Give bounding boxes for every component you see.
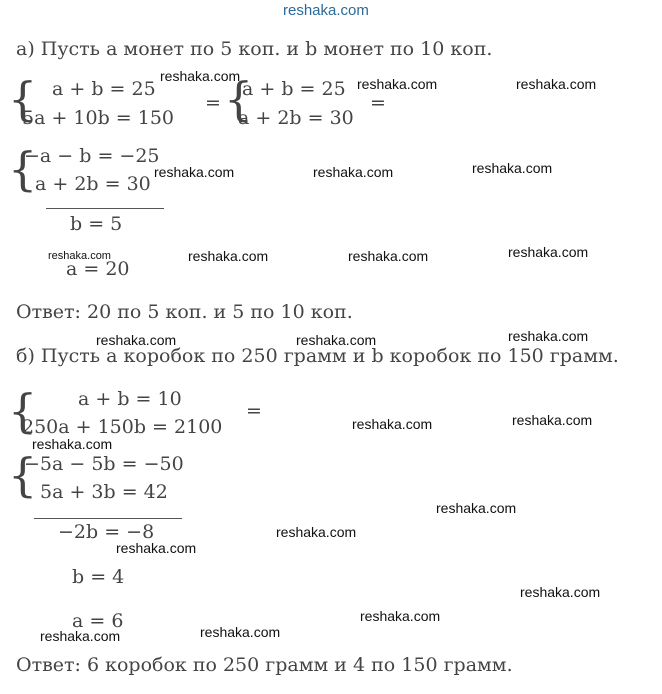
part-a-answer: Ответ: 20 по 5 коп. и 5 по 10 коп. — [16, 301, 353, 323]
part-b-sys2-eq2: 5a + 3b = 42 — [40, 481, 168, 503]
part-b-sum: −2b = −8 — [58, 521, 155, 543]
sum-rule-a — [46, 208, 164, 209]
watermark: reshaka.com — [116, 540, 197, 556]
part-b-intro: б) Пусть a коробок по 250 грамм и b коробок по 150 грамм. — [16, 345, 619, 367]
part-b-result-a: a = 6 — [72, 610, 124, 632]
part-a-sys2-eq2: a + 2b = 30 — [238, 107, 354, 129]
watermark: reshaka.com — [516, 76, 597, 92]
part-a-sys3-eq2: a + 2b = 30 — [35, 173, 151, 195]
part-a-sys3-eq1: −a − b = −25 — [24, 145, 160, 167]
brace-b2: { — [8, 448, 38, 502]
part-a-sys1-eq1: a + b = 25 — [52, 78, 156, 100]
site-header: reshaka.com — [283, 2, 369, 19]
part-b-sys1-eq1: a + b = 10 — [78, 388, 182, 410]
watermark: reshaka.com — [352, 416, 433, 432]
part-a-sys2-eq1: a + b = 25 — [242, 78, 346, 100]
watermark: reshaka.com — [96, 332, 177, 348]
watermark: reshaka.com — [160, 68, 241, 84]
watermark: reshaka.com — [188, 248, 269, 264]
part-a-equals-2: = — [370, 92, 386, 114]
watermark: reshaka.com — [472, 160, 553, 176]
watermark: reshaka.com — [357, 76, 438, 92]
sum-rule-b — [34, 518, 182, 519]
part-a-sys1-eq2: 5a + 10b = 150 — [22, 107, 175, 129]
watermark: reshaka.com — [276, 524, 357, 540]
part-b-result-b: b = 4 — [72, 566, 125, 588]
part-a-result-a: a = 20 — [66, 258, 130, 280]
part-b-answer: Ответ: 6 коробок по 250 грамм и 4 по 150 грамм. — [16, 654, 513, 676]
watermark: reshaka.com — [360, 608, 441, 624]
watermark: reshaka.com — [296, 332, 377, 348]
watermark: reshaka.com — [200, 624, 281, 640]
watermark: reshaka.com — [520, 584, 601, 600]
watermark: reshaka.com — [508, 328, 589, 344]
brace-b1: { — [8, 384, 38, 438]
part-b-sys2-eq1: −5a − 5b = −50 — [24, 453, 184, 475]
part-b-sys1-eq2: 250a + 150b = 2100 — [22, 416, 223, 438]
watermark: reshaka.com — [40, 628, 121, 644]
watermark: reshaka.com — [512, 412, 593, 428]
part-a-equals-1: = — [205, 92, 221, 114]
watermark: reshaka.com — [32, 436, 113, 452]
brace-a1: { — [8, 72, 38, 126]
part-a-result-b: b = 5 — [70, 213, 123, 235]
watermark: reshaka.com — [313, 164, 394, 180]
watermark: reshaka.com — [48, 250, 111, 262]
watermark: reshaka.com — [436, 500, 517, 516]
watermark: reshaka.com — [154, 164, 235, 180]
watermark: reshaka.com — [508, 244, 589, 260]
brace-a3: { — [8, 142, 38, 196]
part-b-equals-1: = — [246, 400, 262, 422]
brace-a2: { — [224, 72, 254, 126]
part-a-intro: а) Пусть a монет по 5 коп. и b монет по 10 коп. — [16, 38, 493, 60]
watermark: reshaka.com — [348, 248, 429, 264]
